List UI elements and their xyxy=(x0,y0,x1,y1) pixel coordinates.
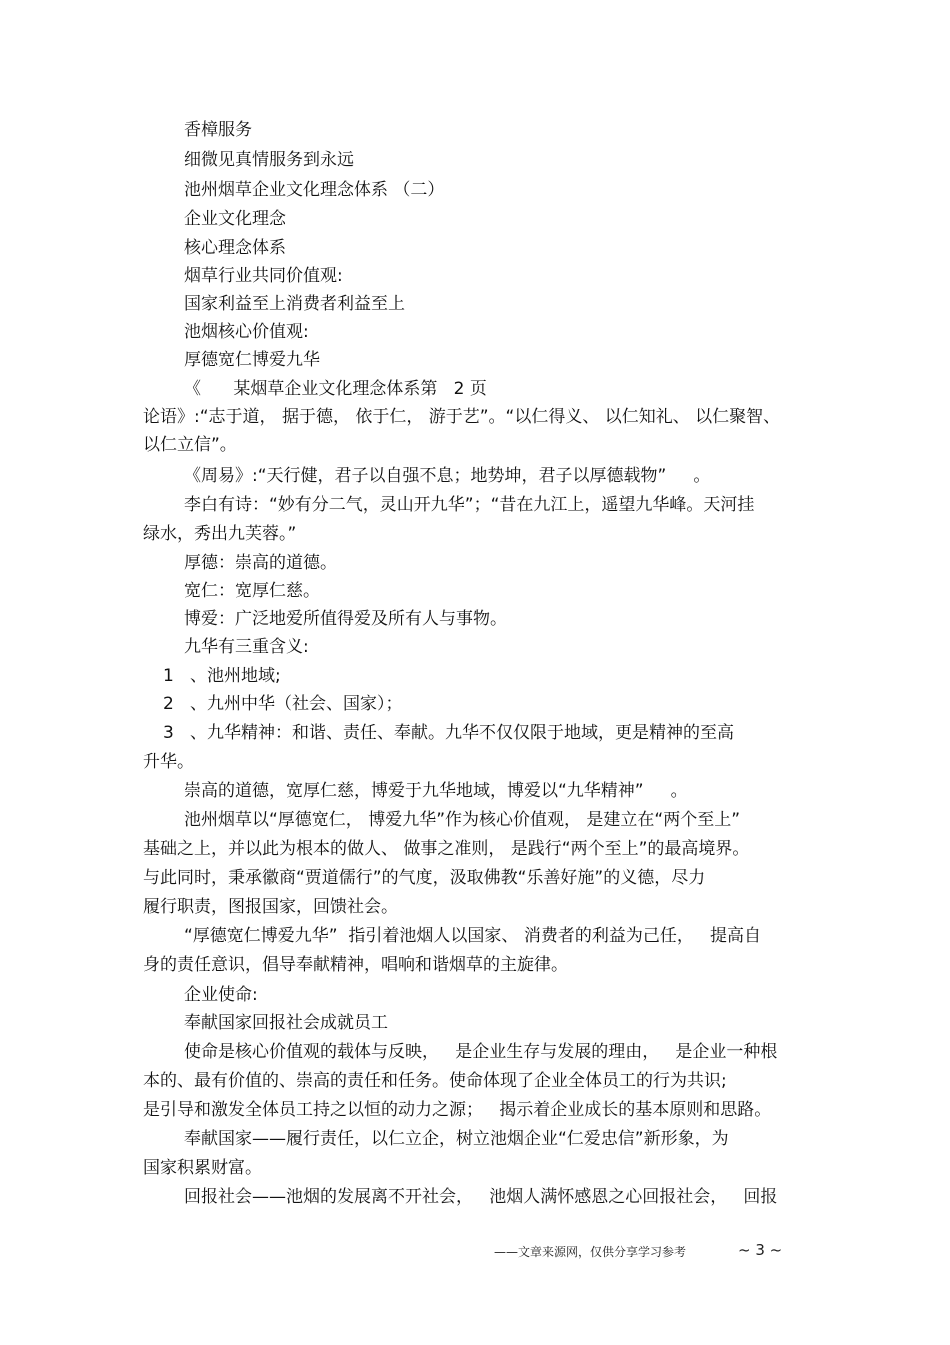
text-line: 细微见真情服务到永远 xyxy=(184,150,354,170)
text-line: 以仁立信”。 xyxy=(143,435,237,455)
list-item: 1 、池州地域; xyxy=(163,666,281,686)
text-line: 回报社会——池烟的发展离不开社会， 池烟人满怀感恩之心回报社会， 回报 xyxy=(184,1187,778,1207)
text-line: 是引导和激发全体员工持之以恒的动力之源； 揭示着企业成长的基本原则和思路。 xyxy=(143,1100,772,1120)
text-line: 博爱：广泛地爱所值得爱及所有人与事物。 xyxy=(184,609,507,629)
text-line: 香樟服务 xyxy=(184,120,252,140)
text-line: 池州烟草企业文化理念体系 （二） xyxy=(184,180,445,200)
text-line: 池烟核心价值观: xyxy=(184,322,309,342)
text-line: 企业使命: xyxy=(184,985,258,1005)
text-line: 使命是核心价值观的载体与反映， 是企业生存与发展的理由， 是企业一种根 xyxy=(184,1042,778,1062)
page-number: ~ 3 ~ xyxy=(738,1241,783,1259)
text-line: 核心理念体系 xyxy=(184,238,286,258)
list-item: 3 、九华精神：和谐、责任、奉献。九华不仅仅限于地域，更是精神的至高 xyxy=(163,723,735,743)
text-line: 崇高的道德，宽厚仁慈，博爱于九华地域，博爱以“九华精神” 。 xyxy=(184,781,688,801)
text-line: 池州烟草以“厚德宽仁， 博爱九华”作为核心价值观， 是建立在“两个至上” xyxy=(184,810,741,830)
text-line: 与此同时，秉承徽商“贾道儒行”的气度，汲取佛教“乐善好施”的义德，尽力 xyxy=(143,868,706,888)
text-line: 宽仁：宽厚仁慈。 xyxy=(184,581,320,601)
text-line: 李白有诗：“妙有分二气，灵山开九华”；“昔在九江上，遥望九华峰。天河挂 xyxy=(184,495,755,515)
text-line: 身的责任意识，倡导奉献精神，唱响和谐烟草的主旋律。 xyxy=(143,955,568,975)
text-line: 奉献国家——履行责任，以仁立企，树立池烟企业“仁爱忠信”新形象，为 xyxy=(184,1129,729,1149)
text-line: 国家利益至上消费者利益至上 xyxy=(184,294,405,314)
text-line: 厚德：崇高的道德。 xyxy=(184,553,337,573)
text-line: 厚德宽仁博爱九华 xyxy=(184,350,320,370)
text-line: “厚德宽仁博爱九华” 指引着池烟人以国家、 消费者的利益为己任， 提高自 xyxy=(184,926,762,946)
text-line: 奉献国家回报社会成就员工 xyxy=(184,1013,388,1033)
page-header-line: 《 某烟草企业文化理念体系第 2 页 xyxy=(184,379,487,399)
text-line: 履行职责，图报国家，回馈社会。 xyxy=(143,897,398,917)
text-line: 《周易》:“天行健，君子以自强不息；地势坤，君子以厚德载物” 。 xyxy=(184,466,711,486)
list-item: 2 、九州中华（社会、国家）； xyxy=(163,694,403,714)
text-line: 论语》:“志于道， 据于德， 依于仁， 游于艺”。“以仁得义、 以仁知礼、 以仁聚智、 xyxy=(143,407,781,427)
text-line: 国家积累财富。 xyxy=(143,1158,262,1178)
text-line: 基础之上，并以此为根本的做人、 做事之准则， 是践行“两个至上”的最高境界。 xyxy=(143,839,750,859)
text-line: 烟草行业共同价值观: xyxy=(184,266,343,286)
footer-source-note: ——文章来源网，仅供分享学习参考 xyxy=(494,1245,687,1259)
text-line: 本的、最有价值的、崇高的责任和任务。使命体现了企业全体员工的行为共识; xyxy=(143,1071,727,1091)
text-line: 企业文化理念 xyxy=(184,209,286,229)
text-line: 绿水，秀出九芙蓉。” xyxy=(143,524,297,544)
text-line: 升华。 xyxy=(143,752,194,772)
text-line: 九华有三重含义: xyxy=(184,637,309,657)
